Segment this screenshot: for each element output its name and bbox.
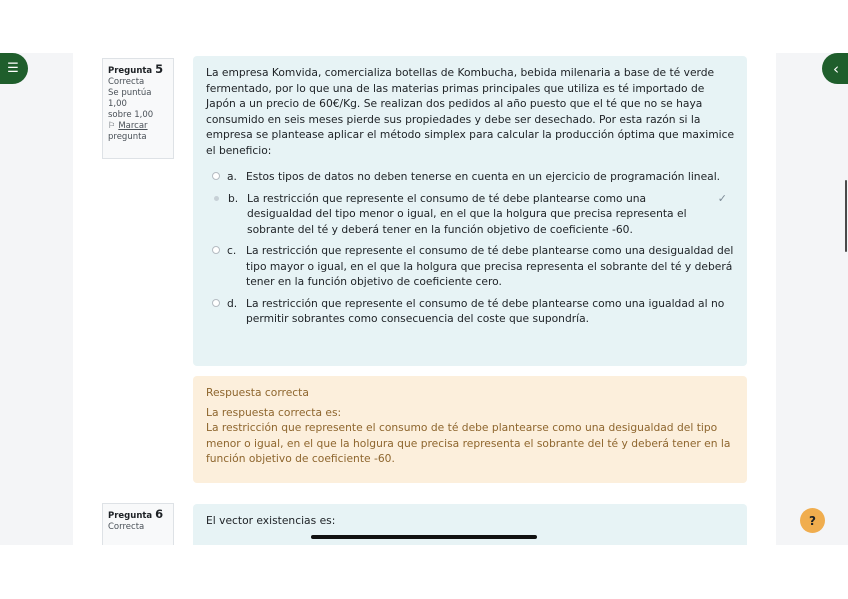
- quiz-review-viewport: [0, 53, 848, 545]
- question-number: Pregunta 5: [108, 62, 164, 76]
- question-feedback-5: [193, 376, 747, 483]
- question-number: Pregunta 6: [108, 507, 164, 521]
- radio-a[interactable]: [212, 172, 220, 180]
- home-indicator-bar: [311, 535, 537, 539]
- radio-c[interactable]: [212, 246, 220, 254]
- answer-option-c[interactable]: c. La restricción que represente el consumo de té debe plantearse como una desigualdad del tipo mayor o igual, en el que la holgura que precisa representa el sobrante del té y deberá tener en la función objetivo de coeficiente cero.: [206, 243, 735, 290]
- question-text: El vector existencias es:: [206, 514, 336, 527]
- question-state: Correcta: [108, 77, 145, 87]
- scrollbar-thumb[interactable]: [845, 180, 847, 252]
- question-grade: Se puntúa 1,00 sobre 1,00: [108, 88, 154, 120]
- chevron-left-icon: ‹: [833, 59, 839, 78]
- answer-options: [206, 169, 735, 327]
- flag-question-link[interactable]: ⚐ Marcar pregunta: [108, 121, 148, 142]
- help-button[interactable]: ?: [800, 508, 825, 533]
- feedback-title: Respuesta correcta: [206, 386, 309, 399]
- feedback-intro: La respuesta correcta es:: [206, 405, 342, 419]
- question-info-5: [102, 58, 174, 159]
- feedback-right-answer: La restricción que represente el consumo de té debe plantearse como una desigualdad del tipo menor o igual, en el que la holgura que precisa representa el sobrante del té y deberá tener en la función objetivo de coeficiente -60.: [206, 421, 731, 465]
- question-text: La empresa Komvida, comercializa botellas de Kombucha, bebida milenaria a base de té verde fermentado, por lo que una de las materias primas principales que utiliza es té importado de Japón a un precio de 60€/Kg. Se realizan dos pedidos al año puesto que el té que no se haya consumido en seis meses pierde sus propiedades y debe ser desechado. Por esta razón si la empresa se plantease aplicar el método simplex para calcular la producción óptima que maximice el beneficio:: [206, 66, 735, 157]
- answer-option-a[interactable]: a. Estos tipos de datos no deben tenerse en cuenta en un ejercicio de programación lineal.: [206, 169, 735, 185]
- radio-d[interactable]: [212, 299, 220, 307]
- question-info-6: [102, 503, 174, 545]
- answer-option-d[interactable]: d. La restricción que represente el consumo de té debe plantearse como una igualdad al no permitir sobrantes como consecuencia del coste que supondría.: [206, 296, 735, 327]
- answer-option-b[interactable]: b. La restricción que represente el consumo de té debe plantearse como una desigualdad del tipo menor o igual, en el que la holgura que precisa representa el sobrante del té y deberá tener en la función objetivo de coeficiente -60. ✓: [206, 191, 735, 238]
- check-icon: ✓: [717, 191, 727, 205]
- question-formulation-5: [193, 56, 747, 366]
- list-icon: ☰: [7, 61, 19, 76]
- question-state: Correcta: [108, 522, 145, 532]
- course-index-toggle[interactable]: [0, 53, 28, 84]
- flag-icon: ⚐: [108, 121, 116, 131]
- block-drawer-toggle[interactable]: [822, 53, 848, 84]
- radio-b-selected[interactable]: [214, 196, 219, 201]
